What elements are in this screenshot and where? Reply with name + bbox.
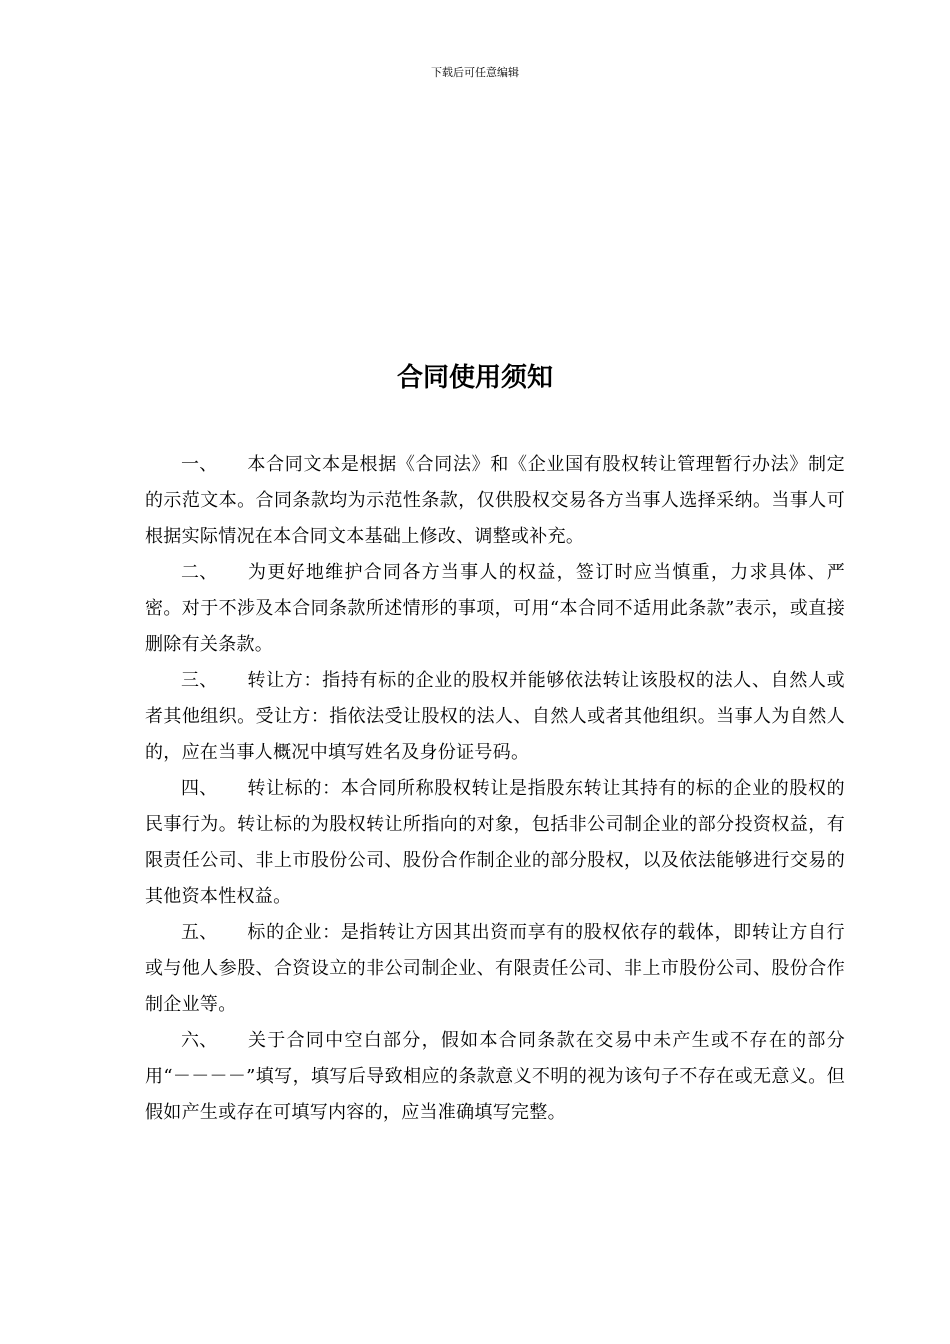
paragraph-number: 一、 (181, 454, 218, 475)
paragraph-text: 转让方：指持有标的企业的股权并能够依法转让该股权的法人、自然人或者其他组织。受让方：指依法受让股权的法人、自然人或者其他组织。当事人为自然人的，应在当事人概况中填写姓名及身份证号码。 (145, 670, 845, 763)
paragraph-number: 六、 (181, 1030, 218, 1051)
paragraph-text: 标的企业：是指转让方因其出资而享有的股权依存的载体，即转让方自行或与他人参股、合资设立的非公司制企业、有限责任公司、非上市股份公司、股份合作制企业等。 (145, 922, 845, 1015)
paragraph-4 (145, 771, 845, 915)
paragraph-text: 关于合同中空白部分，假如本合同条款在交易中未产生或不存在的部分用“－－－－”填写，填写后导致相应的条款意义不明的视为该句子不存在或无意义。但假如产生或存在可填写内容的，应当准确填写完整。 (145, 1030, 845, 1123)
paragraph-2 (145, 555, 845, 663)
page-header: 下载后可任意编辑 (431, 66, 519, 79)
paragraph-number: 五、 (181, 922, 218, 943)
paragraph-1 (145, 447, 845, 555)
paragraph-3 (145, 663, 845, 771)
paragraph-5 (145, 915, 845, 1023)
paragraph-number: 四、 (181, 778, 218, 799)
paragraph-number: 二、 (181, 562, 218, 583)
paragraph-text: 为更好地维护合同各方当事人的权益，签订时应当慎重，力求具体、严密。对于不涉及本合同条款所述情形的事项，可用“本合同不适用此条款”表示，或直接删除有关条款。 (145, 562, 845, 655)
document-body (145, 447, 845, 1131)
paragraph-text: 转让标的：本合同所称股权转让是指股东转让其持有的标的企业的股权的民事行为。转让标的为股权转让所指向的对象，包括非公司制企业的部分投资权益，有限责任公司、非上市股份公司、股份合作制企业的部分股权，以及依法能够进行交易的其他资本性权益。 (145, 778, 845, 907)
paragraph-number: 三、 (181, 670, 218, 691)
paragraph-text: 本合同文本是根据《合同法》和《企业国有股权转让管理暂行办法》制定的示范文本。合同条款均为示范性条款，仅供股权交易各方当事人选择采纳。当事人可根据实际情况在本合同文本基础上修改、调整或补充。 (145, 454, 845, 547)
paragraph-6 (145, 1023, 845, 1131)
document-title: 合同使用须知 (396, 363, 553, 393)
